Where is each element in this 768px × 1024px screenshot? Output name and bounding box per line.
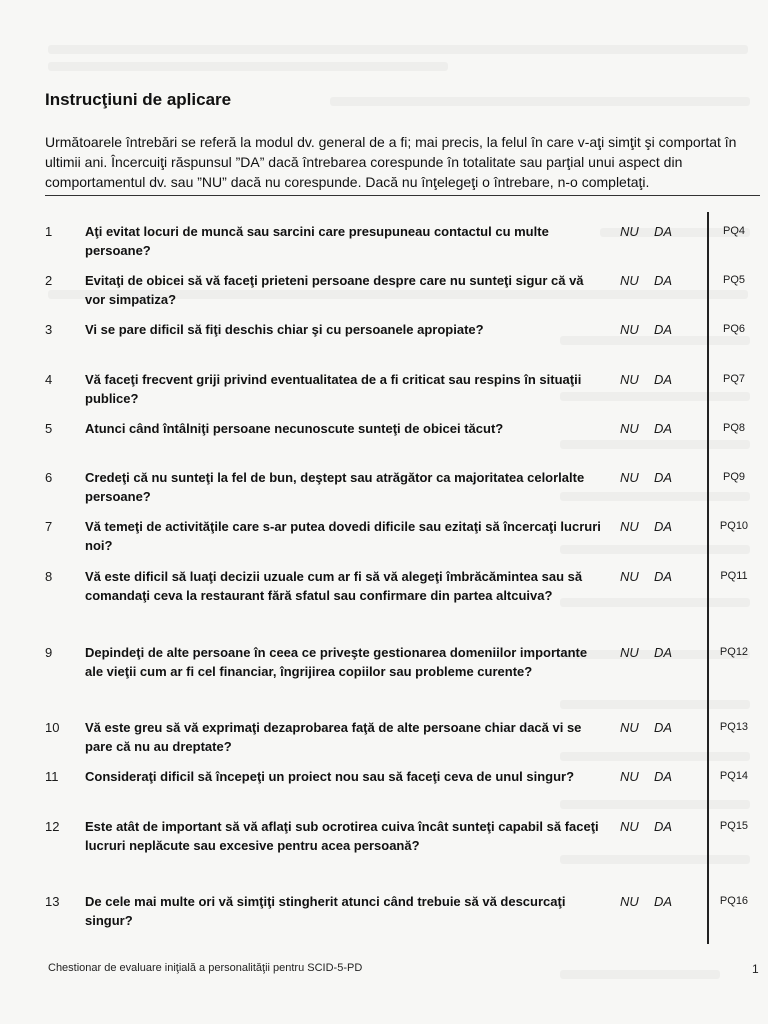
answer-nu[interactable]: NU [620, 322, 639, 337]
question-code: PQ11 [720, 570, 748, 582]
question-text: Vă temeţi de activităţile care s-ar putea dovedi dificile sau ezitaţi să încercaţi lucruri noi? [85, 519, 601, 553]
question-number: 2 [45, 273, 53, 288]
question-text: Atunci când întâlniţi persoane necunoscute sunteţi de obicei tăcut? [85, 421, 504, 436]
question-number: 3 [45, 322, 53, 337]
question-code: PQ4 [722, 225, 745, 237]
answer-da[interactable]: DA [654, 421, 673, 436]
answer-nu[interactable]: NU [620, 224, 639, 239]
answer-da[interactable]: DA [654, 519, 673, 534]
footer-title: Chestionar de evaluare iniţială a personalităţii pentru SCID-5-PD [48, 962, 363, 974]
question-text: Consideraţi dificil să începeţi un proiect nou sau să faceţi ceva de unul singur? [85, 769, 575, 784]
question-code: PQ7 [722, 373, 745, 385]
answer-da[interactable]: DA [654, 372, 673, 387]
page-title: Instrucţiuni de aplicare [45, 90, 232, 109]
question-number: 1 [45, 224, 53, 239]
answer-da[interactable]: DA [654, 569, 673, 584]
answer-nu[interactable]: NU [620, 894, 639, 909]
answer-nu[interactable]: NU [620, 470, 639, 485]
code-column-divider [707, 212, 709, 944]
question-number: 8 [45, 569, 53, 584]
question-code: PQ10 [719, 520, 749, 532]
answer-da[interactable]: DA [654, 769, 673, 784]
question-text: Credeţi că nu sunteţi la fel de bun, deştept sau atrăgător ca majoritatea celorlalte persoane? [85, 470, 585, 504]
question-number: 5 [45, 421, 53, 436]
question-code: PQ13 [719, 721, 749, 733]
instructions-text: Următoarele întrebări se referă la modul dv. general de a fi; mai precis, la felul în care v-aţi simţit şi comportat în ultimii ani. Încercuiţi răspunsul ”DA” dacă întrebarea corespunde în totalitate sau parţial unui aspect din comportamentul dv. sau ”NU” dacă nu corespunde. Dacă nu înţelegeţi o întrebare, n-o completaţi. [45, 134, 737, 190]
question-code: PQ6 [722, 323, 745, 335]
question-text: Vi se pare dificil să fiţi deschis chiar şi cu persoanele apropiate? [85, 322, 484, 337]
question-code: PQ16 [719, 895, 749, 907]
answer-nu[interactable]: NU [620, 421, 639, 436]
question-text: De cele mai multe ori vă simţiţi stingherit atunci când trebuie să vă descurcaţi singur? [85, 894, 566, 928]
question-number: 4 [45, 372, 53, 387]
question-code: PQ14 [719, 770, 749, 782]
answer-da[interactable]: DA [654, 720, 673, 735]
answer-nu[interactable]: NU [620, 519, 639, 534]
question-code: PQ8 [722, 422, 745, 434]
answer-nu[interactable]: NU [620, 569, 639, 584]
divider [45, 195, 760, 196]
question-number: 7 [45, 519, 53, 534]
answer-nu[interactable]: NU [620, 819, 639, 834]
answer-nu[interactable]: NU [620, 645, 639, 660]
question-code: PQ12 [719, 646, 749, 658]
question-code: PQ15 [719, 820, 749, 832]
question-code: PQ9 [722, 471, 745, 483]
question-number: 6 [45, 470, 53, 485]
answer-da[interactable]: DA [654, 322, 673, 337]
answer-da[interactable]: DA [654, 894, 673, 909]
question-number: 11 [45, 769, 59, 784]
question-text: Depindeţi de alte persoane în ceea ce priveşte gestionarea domeniilor importante ale vieţii cum ar fi cel financiar, îngrijirea copiilor sau probleme curente? [85, 645, 588, 679]
answer-da[interactable]: DA [654, 645, 673, 660]
answer-nu[interactable]: NU [620, 372, 639, 387]
question-number: 9 [45, 645, 53, 660]
answer-da[interactable]: DA [654, 819, 673, 834]
page-number: 1 [752, 962, 759, 976]
answer-da[interactable]: DA [654, 224, 673, 239]
question-text: Este atât de important să vă aflaţi sub ocrotirea cuiva încât sunteţi capabil să faceţi lucruri neplăcute sau excesive pentru acea persoană? [85, 819, 599, 853]
question-number: 12 [45, 819, 60, 834]
question-text: Vă este greu să vă exprimaţi dezaprobarea faţă de alte persoane chiar dacă vi se pare că nu au dreptate? [85, 720, 582, 754]
question-text: Vă este dificil să luaţi decizii uzuale cum ar fi să vă alegeţi îmbrăcămintea sau să comandaţi ceva la restaurant fără sfatul sau confirmare din partea altcuiva? [85, 569, 583, 603]
question-text: Vă faceţi frecvent griji privind eventualitatea de a fi criticat sau respins în situaţii publice? [85, 372, 582, 406]
question-number: 13 [45, 894, 60, 909]
answer-da[interactable]: DA [654, 470, 673, 485]
answer-nu[interactable]: NU [620, 720, 639, 735]
answer-nu[interactable]: NU [620, 769, 639, 784]
question-code: PQ5 [722, 274, 745, 286]
answer-da[interactable]: DA [654, 273, 673, 288]
question-number: 10 [45, 720, 60, 735]
answer-nu[interactable]: NU [620, 273, 639, 288]
question-text: Aţi evitat locuri de muncă sau sarcini care presupuneau contactul cu multe persoane? [85, 224, 549, 258]
question-text: Evitaţi de obicei să vă faceţi prieteni persoane despre care nu sunteţi sigur că vă vor simpatiza? [85, 273, 584, 307]
